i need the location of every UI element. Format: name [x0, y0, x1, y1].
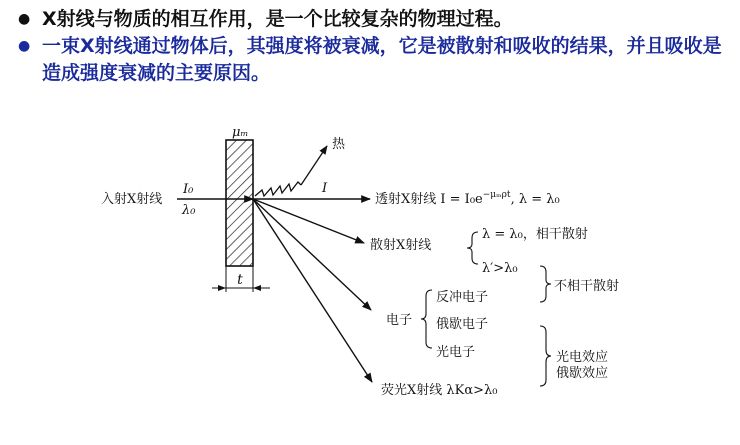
electron-beam-arrow	[253, 199, 371, 310]
bullet-text-1: X射线与物质的相互作用，是一个比较复杂的物理过程。	[42, 8, 513, 30]
transmitted-wavelength-condition: , λ = λ₀	[510, 192, 560, 207]
mass-attenuation-label: μₘ	[232, 125, 249, 140]
coherent-scattering-label: λ = λ₀，相干散射	[482, 227, 588, 242]
incoherent-brace	[540, 266, 551, 302]
photoelectric-effect-label: 光电效应	[556, 350, 609, 365]
thickness-arrow-right-icon	[253, 285, 261, 291]
scattered-beam-arrow	[253, 199, 364, 243]
scatter-brace	[467, 232, 478, 264]
incident-wavelength-label: λ₀	[182, 203, 196, 218]
heat-zigzag-arrow	[255, 182, 301, 196]
heat-arrow-line	[301, 146, 327, 185]
bullet-dot-icon: ●	[18, 11, 31, 27]
incoherent-condition-label: λ′>λ₀	[482, 261, 518, 276]
electron-brace	[421, 290, 432, 348]
incoherent-scattering-label: 不相干散射	[554, 279, 620, 294]
thickness-label: t	[237, 272, 243, 288]
electron-label: 电子	[386, 313, 413, 328]
effects-brace	[540, 326, 551, 386]
auger-effect-label: 俄歇效应	[556, 366, 609, 381]
transmitted-intensity-label: I	[322, 181, 328, 196]
recoil-electron-label: 反冲电子	[436, 290, 489, 305]
auger-electron-label: 俄歇电子	[436, 317, 489, 332]
fluorescent-beam-arrow	[253, 199, 372, 382]
material-slab	[226, 140, 253, 266]
scattered-xray-label: 散射X射线	[370, 238, 432, 253]
fluorescent-xray-label: 荧光X射线 λKα>λ₀	[381, 383, 498, 398]
transmitted-xray-label: 透射X射线 $I = I_0e^{-\mu_m\rho t}$, λ = λ₀	[375, 190, 560, 207]
incident-intensity-label: I₀	[183, 182, 194, 197]
bullet-text-2: 一束X射线通过物体后，其强度将被衰减，它是被散射和吸收的结果，并且吸收是造成强度衰减的主要原因。	[42, 35, 722, 84]
thickness-arrow-left-icon	[218, 285, 226, 291]
heat-label: 热	[332, 137, 346, 152]
photoelectron-label: 光电子	[436, 345, 476, 360]
transmitted-exponent: −μₘρt	[482, 190, 511, 200]
bullet-dot-icon: ●	[18, 38, 31, 54]
incident-xray-label: 入射X射线	[101, 192, 163, 207]
